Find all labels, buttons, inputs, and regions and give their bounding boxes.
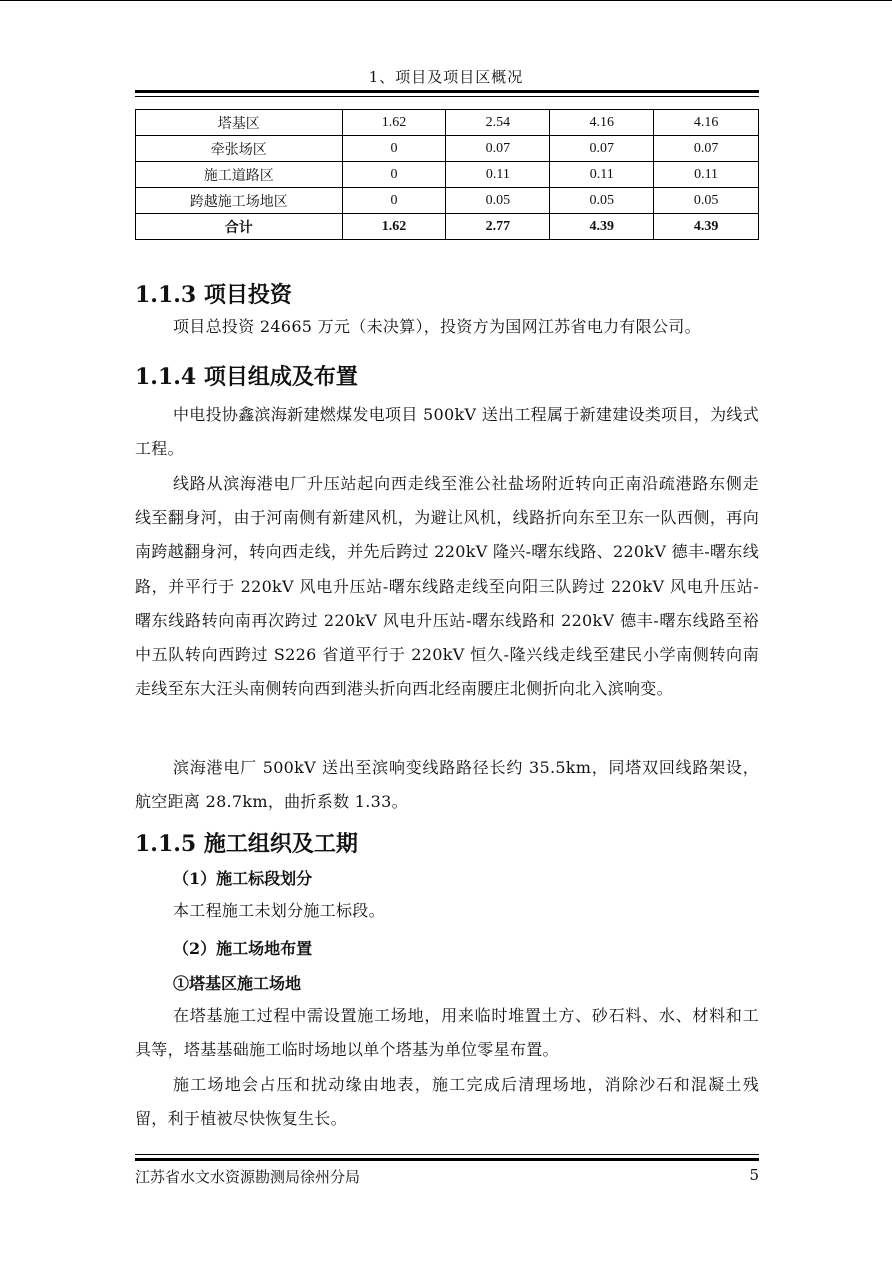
table-cell-area-name: 塔基区: [136, 110, 343, 136]
table-cell-value: 0.05: [550, 188, 654, 214]
table-total-value: 2.77: [446, 214, 550, 240]
table-cell-area-name: 牵张场区: [136, 136, 343, 162]
table-total-label: 合计: [136, 214, 343, 240]
composition-paragraph-3: 滨海港电厂 500kV 送出至滨响变线路路径长约 35.5km，同塔双回线路架设，航空距离 28.7km，曲折系数 1.33。: [135, 758, 759, 812]
table-cell-value: 4.16: [550, 110, 654, 136]
subheading-site-layout: （2）施工场地布置: [173, 939, 313, 958]
composition-paragraph-1: 中电投协鑫滨海新建燃煤发电项目 500kV 送出工程属于新建建设类项目，为线式工程。: [135, 405, 759, 459]
header-rule-thin: [135, 96, 759, 97]
table-cell-value: 0.07: [550, 136, 654, 162]
table-cell-value: 0: [342, 136, 446, 162]
table-cell-value: 0.11: [550, 162, 654, 188]
table-cell-value: 0.07: [446, 136, 550, 162]
table-row: [136, 110, 759, 136]
footer-rule-thin: [135, 1154, 759, 1155]
table-cell-value: 1.62: [342, 110, 446, 136]
table-total-row: [136, 214, 759, 240]
table-cell-value: 0.05: [446, 188, 550, 214]
footer-rule-thick: [135, 1158, 759, 1161]
table-cell-value: 0: [342, 188, 446, 214]
site-paragraph-1: 在塔基施工过程中需设置施工场地，用来临时堆置土方、砂石料、水、材料和工具等，塔基基础施工临时场地以单个塔基为单位零星布置。: [135, 1006, 759, 1060]
section-heading-construction: 1.1.5 施工组织及工期: [135, 831, 358, 857]
section-heading-investment: 1.1.3 项目投资: [135, 282, 292, 308]
site-paragraph-2: 施工场地会占压和扰动缘由地表，施工完成后清理场地，消除沙石和混凝土残留，利于植被尽快恢复生长。: [135, 1075, 759, 1129]
subheading-bid-sections: （1）施工标段划分: [173, 869, 313, 888]
subheading-tower-base-site: ①塔基区施工场地: [173, 974, 302, 993]
table-row: [136, 188, 759, 214]
page-number: 5: [749, 1166, 759, 1184]
footer-organization: 江苏省水文水资源勘测局徐州分局: [135, 1168, 361, 1186]
composition-paragraph-2: 线路从滨海港电厂升压站起向西走线至淮公社盐场附近转向正南沿疏港路东侧走线至翻身河，由于河南侧有新建风机，为避让风机，线路折向东至卫东一队西侧，再向南跨越翻身河，转向西走线，并先后跨过 220kV 隆兴-曙东线路、220kV 德丰-曙东线路，并平行于 220kV 风电升压站-曙东线路走线至向阳三队跨过 220kV 风电升压站-曙东线路转向南再次跨过 220kV 风电升压站-曙东线路和 220kV 德丰-曙东线路至裕中五队转向西跨过 S226 省道平行于 220kV 恒久-隆兴线走线至建民小学南侧转向南走线至东大汪头南侧转向西到港头折向西北经南腰庄北侧折向北入滨响变。: [135, 474, 759, 699]
table-cell-value: 0: [342, 162, 446, 188]
table-total-value: 4.39: [654, 214, 759, 240]
page-top-border: [0, 0, 892, 1]
land-area-table: [135, 109, 759, 240]
table-row: [136, 162, 759, 188]
table-cell-value: 0.11: [446, 162, 550, 188]
table-cell-value: 0.11: [654, 162, 759, 188]
running-header: 1、项目及项目区概况: [368, 68, 524, 86]
table-cell-value: 2.54: [446, 110, 550, 136]
table-total-value: 4.39: [550, 214, 654, 240]
table-cell-value: 0.05: [654, 188, 759, 214]
table-total-value: 1.62: [342, 214, 446, 240]
table-row: [136, 136, 759, 162]
section-heading-composition: 1.1.4 项目组成及布置: [135, 364, 358, 390]
table-cell-area-name: 施工道路区: [136, 162, 343, 188]
header-rule-thick: [135, 90, 759, 93]
bid-sections-paragraph: 本工程施工未划分施工标段。: [173, 901, 385, 920]
table-cell-value: 4.16: [654, 110, 759, 136]
investment-paragraph: 项目总投资 24665 万元（未决算），投资方为国网江苏省电力有限公司。: [173, 317, 701, 336]
table-cell-value: 0.07: [654, 136, 759, 162]
table-cell-area-name: 跨越施工场地区: [136, 188, 343, 214]
